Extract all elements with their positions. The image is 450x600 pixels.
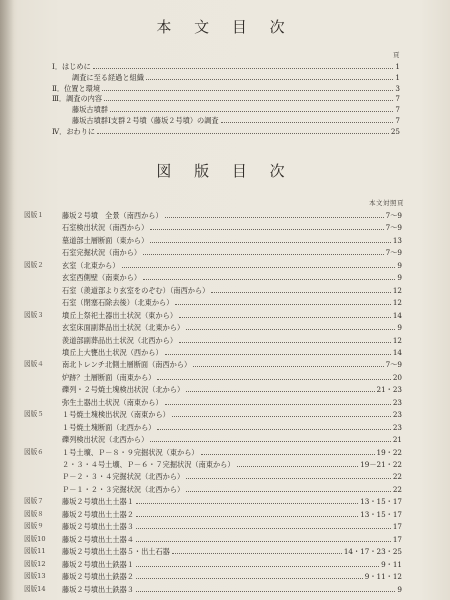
plate-leader (172, 416, 391, 417)
plate-leader (193, 366, 383, 367)
plate-leader (157, 379, 390, 380)
plate-leader (136, 578, 363, 579)
plate-page-reference: 9 (397, 584, 402, 594)
contents-leader (97, 133, 389, 134)
plate-number: 図版10 (24, 534, 46, 543)
plate-page-reference: 9・11・12 (364, 572, 402, 582)
plate-leader (136, 541, 391, 542)
plate-page-reference: 14 (392, 310, 402, 320)
plate-page-reference: 22 (392, 472, 402, 482)
plate-page-reference: 12 (392, 298, 402, 308)
plate-page-reference: 19－21・22 (360, 460, 402, 469)
plate-leader (150, 441, 391, 442)
plate-number: 図版１ (24, 211, 44, 219)
plate-page-reference: 14 (392, 347, 402, 357)
plate-number: 図版８ (24, 509, 44, 518)
plate-entry: 藤坂２号墳出土鉄器３ (62, 584, 134, 594)
contents-entry: Ⅰ．はじめに (52, 62, 91, 71)
plate-leader (136, 528, 391, 529)
plate-leader (136, 591, 396, 592)
plate-page-reference: 12 (392, 285, 402, 295)
plate-entry: 玄室（北東から） (62, 260, 120, 270)
plate-page-reference: 20 (392, 372, 402, 382)
plate-entry: 藤坂２号墳出土土器４ (62, 534, 134, 544)
plate-page-reference: 19・22 (376, 447, 402, 457)
plates-page-header: 本文対照頁 (369, 199, 404, 207)
plate-leader (172, 553, 342, 554)
contents-entry: Ⅳ．おわりに (52, 126, 96, 136)
contents-page-number: 25 (390, 126, 400, 136)
plate-page-reference: 17 (392, 534, 402, 544)
contents-page-number: 1 (395, 62, 400, 71)
plate-entry: 炉跡？土層断面（南東から） (62, 372, 156, 382)
plate-leader (165, 404, 391, 405)
contents-entry: Ⅱ．位置と環境 (52, 83, 101, 93)
plate-page-reference: 13 (392, 235, 402, 245)
plate-leader (136, 566, 379, 567)
plate-number: 図版７ (24, 497, 44, 506)
plate-leader (186, 478, 391, 479)
spine-shadow (0, 0, 14, 600)
plate-entry: ２・３・４号土壙、Ｐ－６・７完掘状況（南東から） (62, 460, 235, 469)
plate-entry: 石室（閉塞石除去後）（北東から） (62, 298, 174, 308)
plate-leader (150, 229, 383, 230)
plate-leader (165, 217, 384, 218)
plate-entry: 墓道部土層断面（東から） (62, 235, 149, 245)
plate-entry: 藤坂２号墳 全景（南西から） (62, 211, 163, 220)
plate-entry: １号焼土塊断面（北西から） (62, 422, 156, 432)
plate-page-reference: 23 (392, 397, 402, 407)
plate-number: 図版12 (24, 559, 46, 568)
plate-leader (143, 279, 395, 280)
plate-entry: 玄室西側壁（南東から） (62, 273, 142, 283)
contents-leader (102, 90, 393, 91)
plate-leader (143, 254, 384, 255)
plate-leader (165, 354, 391, 355)
contents-leader (93, 68, 394, 69)
plate-page-reference: 7～9 (385, 360, 402, 370)
plate-entry: １号焼土塊検出状況（南東から） (62, 410, 170, 420)
plate-leader (201, 454, 375, 455)
plate-number: 図版９ (24, 522, 44, 531)
plates-title: 図 版 目 次 (156, 162, 294, 180)
plate-number: 図版４ (24, 360, 44, 369)
plate-leader (186, 391, 374, 392)
plate-page-reference: 22 (392, 484, 402, 494)
plate-entry: 藤坂２号墳出土土器１ (62, 497, 134, 507)
plate-leader (175, 304, 390, 305)
plate-entry: 藤坂２号墳出土鉄器１ (62, 559, 134, 569)
plate-entry: 南北トレンチ北側土層断面（南西から） (62, 360, 192, 370)
contents-page-number: 7 (395, 116, 400, 125)
plate-page-reference: 7～9 (385, 223, 402, 233)
contents-title: 本 文 目 次 (156, 18, 294, 36)
plate-page-reference: 13・15・17 (360, 509, 402, 519)
plate-number: 図版２ (24, 260, 44, 269)
plate-number: 図版６ (24, 447, 44, 456)
plate-entry: 羨道部副葬品出土状況（北西から） (62, 335, 178, 345)
plate-leader (136, 516, 358, 517)
plate-page-reference: 13・15・17 (360, 497, 402, 507)
plate-leader (179, 317, 391, 318)
plate-number: 図版11 (24, 547, 46, 556)
plate-entry: 石室検出状況（南西から） (62, 223, 149, 233)
contents-leader (221, 122, 394, 123)
plate-leader (157, 429, 390, 430)
plate-leader (179, 342, 391, 343)
plate-leader (136, 503, 358, 504)
contents-page-number: 3 (395, 83, 400, 93)
plate-number: 図版13 (24, 572, 46, 581)
plate-page-reference: 17 (392, 522, 402, 532)
plate-number: 図版５ (24, 410, 44, 419)
plate-entry: 石室（羨道部より玄室をのぞむ）（南西から） (62, 285, 210, 295)
contents-entry: Ⅲ．調査の内容 (52, 94, 103, 104)
plate-entry: 藤坂２号墳出土鉄器２ (62, 572, 134, 582)
plate-page-reference: 14・17・23・25 (343, 547, 402, 557)
contents-entry: 藤坂古墳群 (72, 105, 108, 115)
plate-leader (122, 267, 396, 268)
plate-page-reference: 12 (392, 335, 402, 345)
plate-entry: 礫列・２号焼土塊検出状況（北から） (62, 385, 185, 395)
plate-leader (211, 292, 391, 293)
plate-entry: Ｐ－１・２・３完掘状況（北西から） (62, 484, 185, 494)
plate-page-reference: 9 (397, 273, 402, 283)
plate-page-reference: 9・11 (381, 559, 402, 569)
plate-entry: 藤坂２号墳出土土器２ (62, 509, 134, 519)
plate-entry: 玄室床面副葬品出土状況（北東から） (62, 323, 185, 333)
plate-entry: 墳丘上祭祀土器出土状況（東から） (62, 310, 178, 320)
plate-leader (186, 491, 391, 492)
plate-entry: 石室完掘状況（南から） (62, 248, 142, 258)
plate-page-reference: 7～9 (385, 211, 402, 220)
plate-number: 図版３ (24, 310, 44, 319)
plate-entry: 藤坂２号墳出土土器５・出土石器 (62, 547, 170, 557)
plate-entry: 礫列検出状況（北西から） (62, 435, 149, 445)
contents-leader (110, 111, 393, 112)
plate-leader (150, 242, 391, 243)
contents-page-header: 頁 (393, 51, 400, 59)
plate-leader (237, 466, 359, 467)
plate-page-reference: 21・23 (376, 385, 402, 395)
contents-page-number: 1 (395, 72, 400, 82)
plate-leader (186, 329, 395, 330)
plate-entry: 弥生土器出土状況（南東から） (62, 397, 163, 407)
contents-entry: 調査に至る経過と組織 (72, 72, 144, 82)
plate-entry: １号土壙、Ｐ－８・９完掘状況（東から） (62, 447, 199, 457)
plate-entry: Ｐ－２・３・４完掘状況（北西から） (62, 472, 185, 482)
plate-page-reference: 9 (397, 323, 402, 333)
plate-entry: 藤坂２号墳出土土器３ (62, 522, 134, 532)
plate-number: 図版14 (24, 584, 46, 593)
plate-page-reference: 21 (392, 435, 402, 445)
plate-page-reference: 23 (392, 422, 402, 432)
contents-leader (146, 79, 394, 80)
plate-entry: 墳丘上大甕出土状況（西から） (62, 347, 163, 357)
plate-page-reference: 9 (397, 260, 402, 270)
plate-page-reference: 23 (392, 410, 402, 420)
contents-page-number: 7 (395, 94, 400, 104)
contents-page-number: 7 (395, 105, 400, 115)
plate-page-reference: 7～9 (385, 248, 402, 258)
contents-entry: 藤坂古墳群Ⅰ支群２号墳（藤坂２号墳）の調査 (72, 116, 219, 125)
contents-leader (104, 100, 393, 101)
